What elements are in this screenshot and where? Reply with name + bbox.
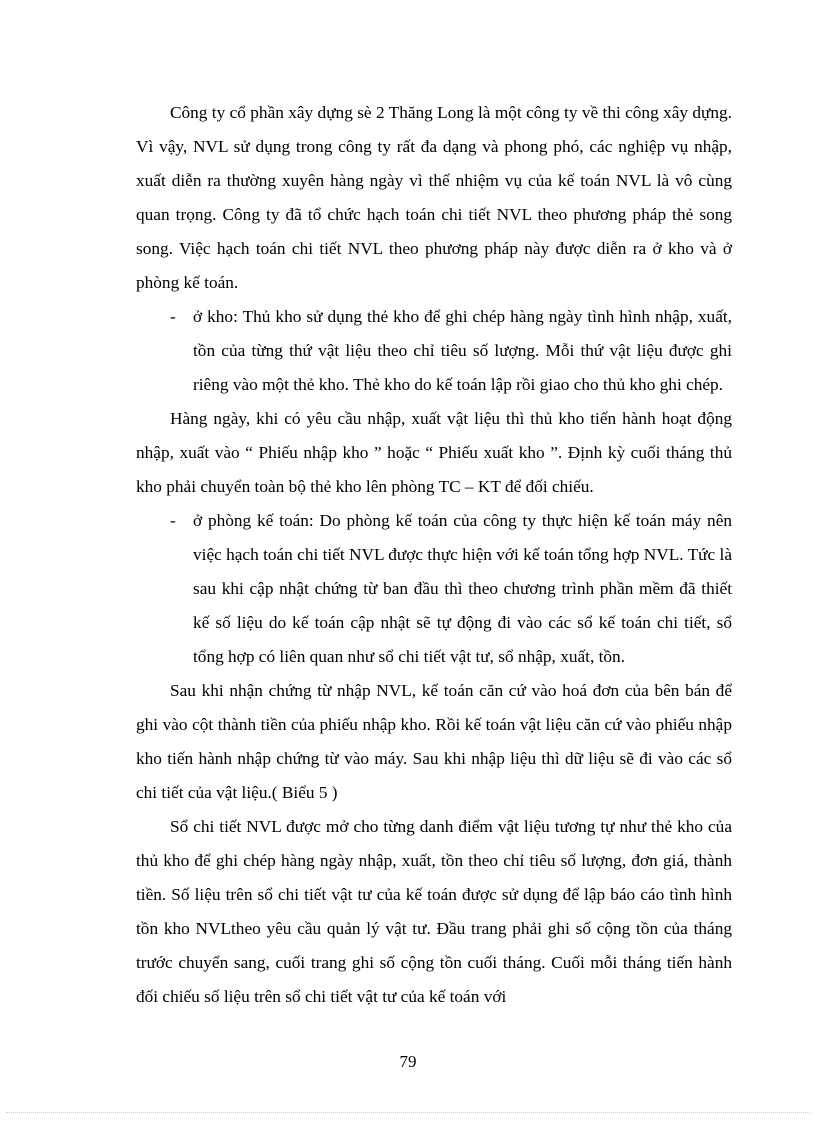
document-body (136, 96, 732, 1014)
paragraph-receipt: Sau khi nhận chứng từ nhập NVL, kế toán căn cứ vào hoá đơn của bên bán để ghi vào cột thành tiền của phiếu nhập kho. Rồi kế toán vật liệu căn cứ vào phiếu nhập kho tiến hành nhập chứng từ vào máy. Sau khi nhập liệu thì dữ liệu sẽ đi vào các sổ chi tiết của vật liệu.( Biểu 5 ) (136, 681, 732, 802)
paragraph-intro: Công ty cổ phần xây dựng sè 2 Thăng Long là một công ty về thi công xây dựng. Vì vậy, NVL sử dụng trong công ty rất đa dạng và phong phó, các nghiệp vụ nhập, xuất diễn ra thường xuyên hàng ngày vì thế nhiệm vụ của kế toán NVL là vô cùng quan trọng. Công ty đã tổ chức hạch toán chi tiết NVL theo phương pháp thẻ song song. Việc hạch toán chi tiết NVL theo phương pháp này được diễn ra ở kho và ở phòng kế toán. (136, 103, 732, 292)
bullet-dash: - (170, 307, 176, 326)
bullet-accounting-text: ở phòng kế toán: Do phòng kế toán của công ty thực hiện kế toán máy nên việc hạch toán chi tiết NVL được thực hiện với kế toán tổng hợp NVL. Tức là sau khi cập nhật chứng từ ban đầu thì theo chương trình phần mềm đã thiết kế số liệu do kế toán cập nhật sẽ tự động đi vào các sổ kế toán chi tiết, sổ tổng hợp có liên quan như sổ chi tiết vật tư, sổ nhập, xuất, tồn. (193, 511, 732, 666)
paragraph-daily: Hàng ngày, khi có yêu cầu nhập, xuất vật liệu thì thủ kho tiến hành hoạt động nhập, xuất vào “ Phiếu nhập kho ” hoặc “ Phiếu xuất kho ”. Định kỳ cuối tháng thủ kho phải chuyển toàn bộ thẻ kho lên phòng TC – KT để đối chiếu. (136, 409, 732, 496)
page-number: 79 (399, 1052, 417, 1071)
bullet-warehouse (136, 300, 732, 402)
page-bottom-border (6, 1112, 810, 1113)
bullet-accounting (136, 504, 732, 674)
bullet-warehouse-text: ở kho: Thủ kho sử dụng thẻ kho để ghi chép hàng ngày tình hình nhập, xuất, tồn của từng thứ vật liệu theo chỉ tiêu số lượng. Mỗi thứ vật liệu được ghi riêng vào một thẻ kho. Thẻ kho do kế toán lập rồi giao cho thủ kho ghi chép. (193, 307, 732, 394)
bullet-dash: - (170, 511, 176, 530)
paragraph-ledger: Sổ chi tiết NVL được mở cho từng danh điểm vật liệu tương tự như thẻ kho của thủ kho để ghi chép hàng ngày nhập, xuất, tồn theo chỉ tiêu số lượng, đơn giá, thành tiền. Số liệu trên sổ chi tiết vật tư của kế toán được sử dụng để lập báo cáo tình hình tồn kho NVLtheo yêu cầu quản lý vật tư. Đầu trang phải ghi số cộng tồn của tháng trước chuyển sang, cuối trang ghi số cộng tồn cuối tháng. Cuối mỗi tháng tiến hành đối chiếu số liệu trên sổ chi tiết vật tư của kế toán với (136, 817, 732, 1006)
